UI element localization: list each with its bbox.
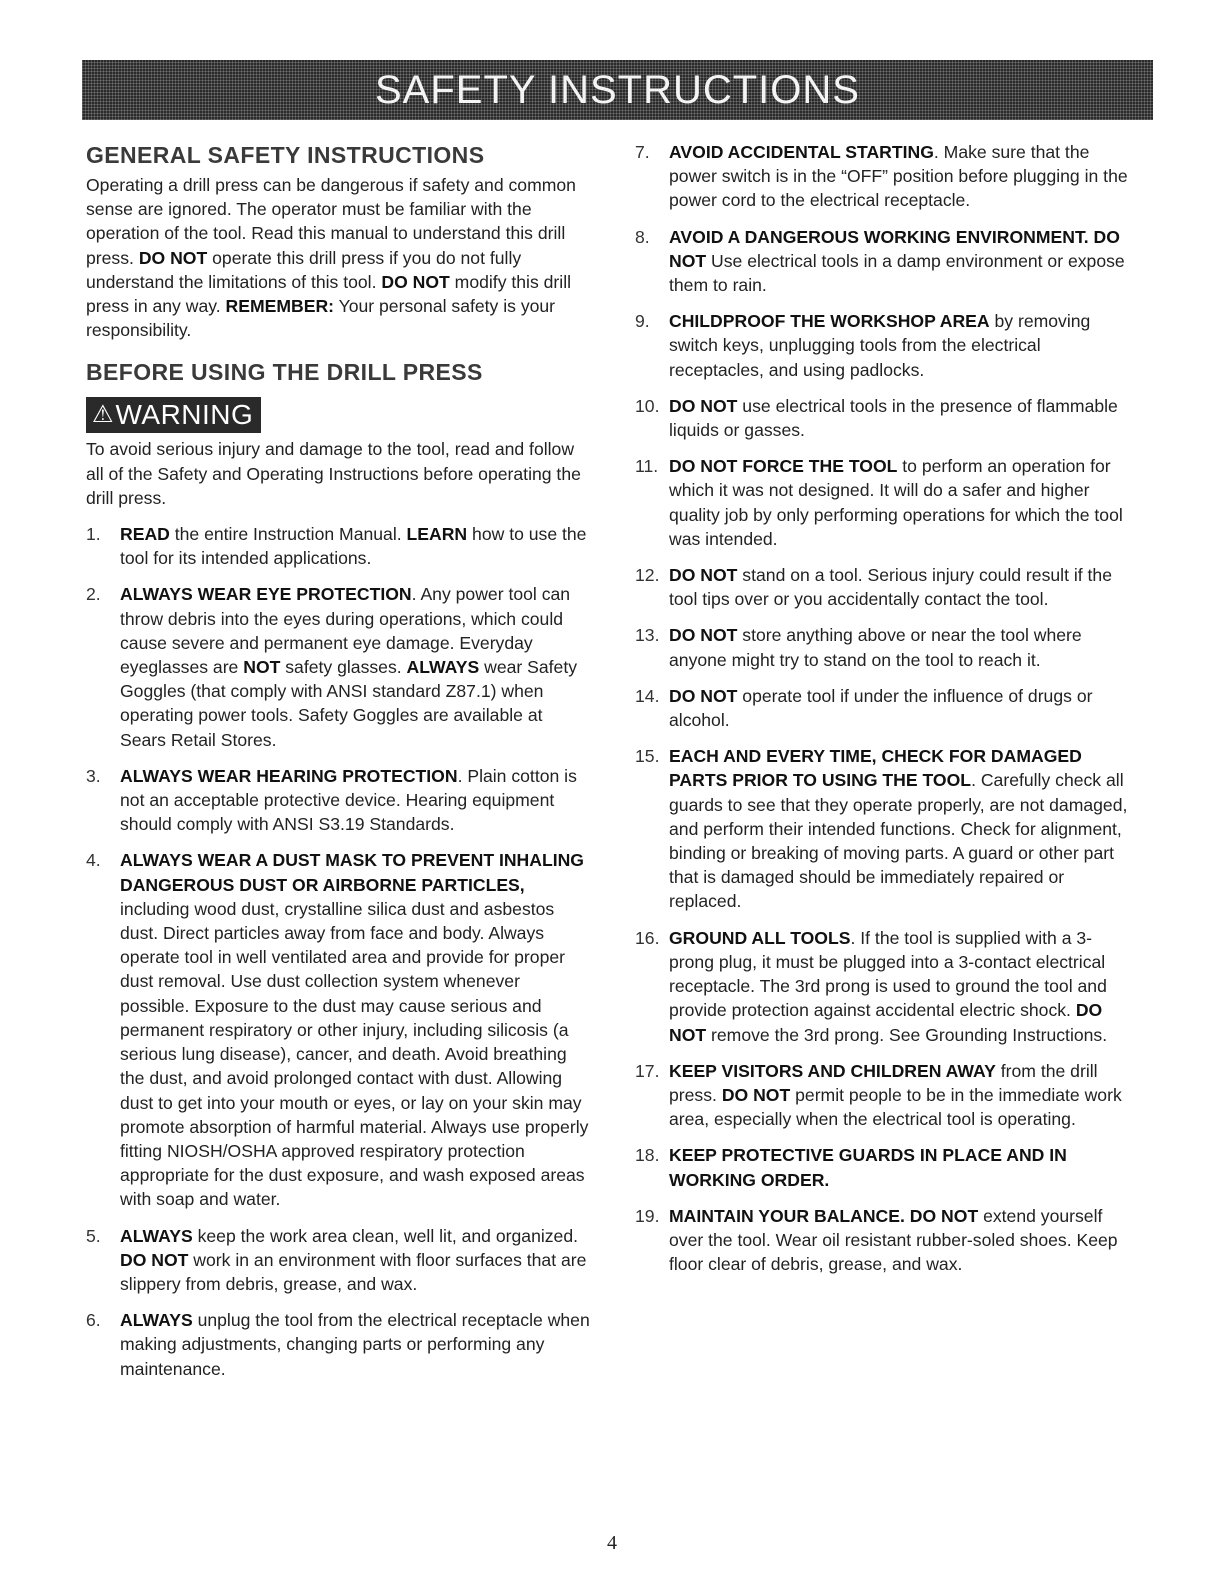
safety-list-right [635, 140, 1135, 1276]
general-safety-paragraph: Operating a drill press can be dangerous if safety and common sense are ignored. The operator must be familiar with the operation of the tool. Read this manual to understand this drill press. DO NOT operate this drill press if you do not fully understand the limitations of this tool. DO NOT modify this drill press in any way. REMEMBER: Your personal safety is your responsibility. [86, 175, 576, 341]
general-safety-heading: GENERAL SAFETY INSTRUCTIONS [86, 142, 485, 168]
list-item: 4. ALWAYS WEAR A DUST MASK TO PREVENT INHALING DANGEROUS DUST OR AIRBORNE PARTICLES, including wood dust, crystalline silica dust and asbestos dust. Direct particles away from face and body. Always operate tool in well ventilated area and provide for proper dust removal. Use dust collection system whenever possible. Exposure to the dust may cause serious and permanent respiratory or other injury, including silicosis (a serious lung disease), cancer, and death. Avoid breathing the dust, and avoid prolonged contact with dust. Allowing dust to get into your mouth or eyes, or lay on your skin may promote absorption of harmful material. Always use properly fitting NIOSH/OSHA approved respiratory protection appropriate for the dust exposure, and wash exposed areas with soap and water. [86, 850, 589, 1210]
list-item: 16. GROUND ALL TOOLS. If the tool is supplied with a 3-prong plug, it must be plugged into a 3-contact electrical receptacle. The 3rd prong is used to ground the tool and provide protection against accidental electric shock. DO NOT remove the 3rd prong. See Grounding Instructions. [635, 927, 1108, 1045]
list-item: 7. AVOID ACCIDENTAL STARTING. Make sure that the power switch is in the “OFF” position before plugging in the power cord to the electrical receptacle. [635, 142, 1128, 211]
before-using-heading: BEFORE USING THE DRILL PRESS [86, 359, 483, 386]
list-item: 8. AVOID A DANGEROUS WORKING ENVIRONMENT. DO NOT Use electrical tools in a damp environment or expose them to rain. [635, 226, 1125, 296]
warning-text: To avoid serious injury and damage to the tool, read and follow all of the Safety and Operating Instructions before operating the drill press. [86, 439, 581, 508]
list-item: 18. KEEP PROTECTIVE GUARDS IN PLACE AND IN WORKING ORDER. [635, 1145, 1067, 1190]
left-column [86, 140, 591, 1381]
banner-title: SAFETY INSTRUCTIONS [375, 67, 860, 112]
warning-badge [86, 397, 261, 433]
list-item: 14. DO NOT operate tool if under the influence of drugs or alcohol. [635, 685, 1093, 731]
list-item: 1. READ the entire Instruction Manual. LEARN how to use the tool for its intended applications. [86, 524, 587, 569]
list-item: 12. DO NOT stand on a tool. Serious injury could result if the tool tips over or you accidentally contact the tool. [635, 565, 1112, 610]
list-item: 10. DO NOT use electrical tools in the presence of flammable liquids or gasses. [635, 395, 1118, 441]
warning-triangle-icon: ⚠ [92, 401, 114, 429]
safety-list-left [86, 522, 591, 1381]
list-item: 2. ALWAYS WEAR EYE PROTECTION. Any power tool can throw debris into the eyes during operations, which could cause severe and permanent eye damage. Everyday eyeglasses are NOT safety glasses. ALWAYS wear Safety Goggles (that comply with ANSI standard Z87.1) when operating power tools. Safety Goggles are available at Sears Retail Stores. [86, 584, 578, 750]
list-item: 19. MAINTAIN YOUR BALANCE. DO NOT extend yourself over the tool. Wear oil resistant rubber-soled shoes. Keep floor clear of debris, grease, and wax. [635, 1205, 1118, 1275]
list-item: 3. ALWAYS WEAR HEARING PROTECTION. Plain cotton is not an acceptable protective device. Hearing equipment should comply with ANSI S3.19 Standards. [86, 765, 577, 835]
list-item: 5. ALWAYS keep the work area clean, well lit, and organized. DO NOT work in an environment with floor surfaces that are slippery from debris, grease, and wax. [86, 1225, 587, 1294]
warning-label: WARNING [115, 399, 254, 431]
list-item: 6. ALWAYS unplug the tool from the electrical receptacle when making adjustments, changing parts or performing any maintenance. [86, 1310, 590, 1379]
list-item: 9. CHILDPROOF THE WORKSHOP AREA by removing switch keys, unplugging tools from the electrical receptacles, and using padlocks. [635, 311, 1091, 380]
page-number: 4 [607, 1532, 617, 1554]
section-banner [82, 60, 1153, 120]
list-item: 17. KEEP VISITORS AND CHILDREN AWAY from the drill press. DO NOT permit people to be in the immediate work area, especially when the electrical tool is operating. [635, 1060, 1122, 1130]
list-item: 11. DO NOT FORCE THE TOOL to perform an operation for which it was not designed. It will do a safer and higher quality job by only performing operations for which the tool was intended. [635, 456, 1123, 549]
list-item: 15. EACH AND EVERY TIME, CHECK FOR DAMAGED PARTS PRIOR TO USING THE TOOL. Carefully check all guards to see that they operate properly, are not damaged, and perform their intended functions. Check for alignment, binding or breaking of moving parts. A guard or other part that is damaged should be immediately repaired or replaced. [635, 746, 1128, 912]
list-item: 13. DO NOT store anything above or near the tool where anyone might try to stand on the tool to reach it. [635, 625, 1082, 670]
right-column [635, 140, 1135, 1276]
